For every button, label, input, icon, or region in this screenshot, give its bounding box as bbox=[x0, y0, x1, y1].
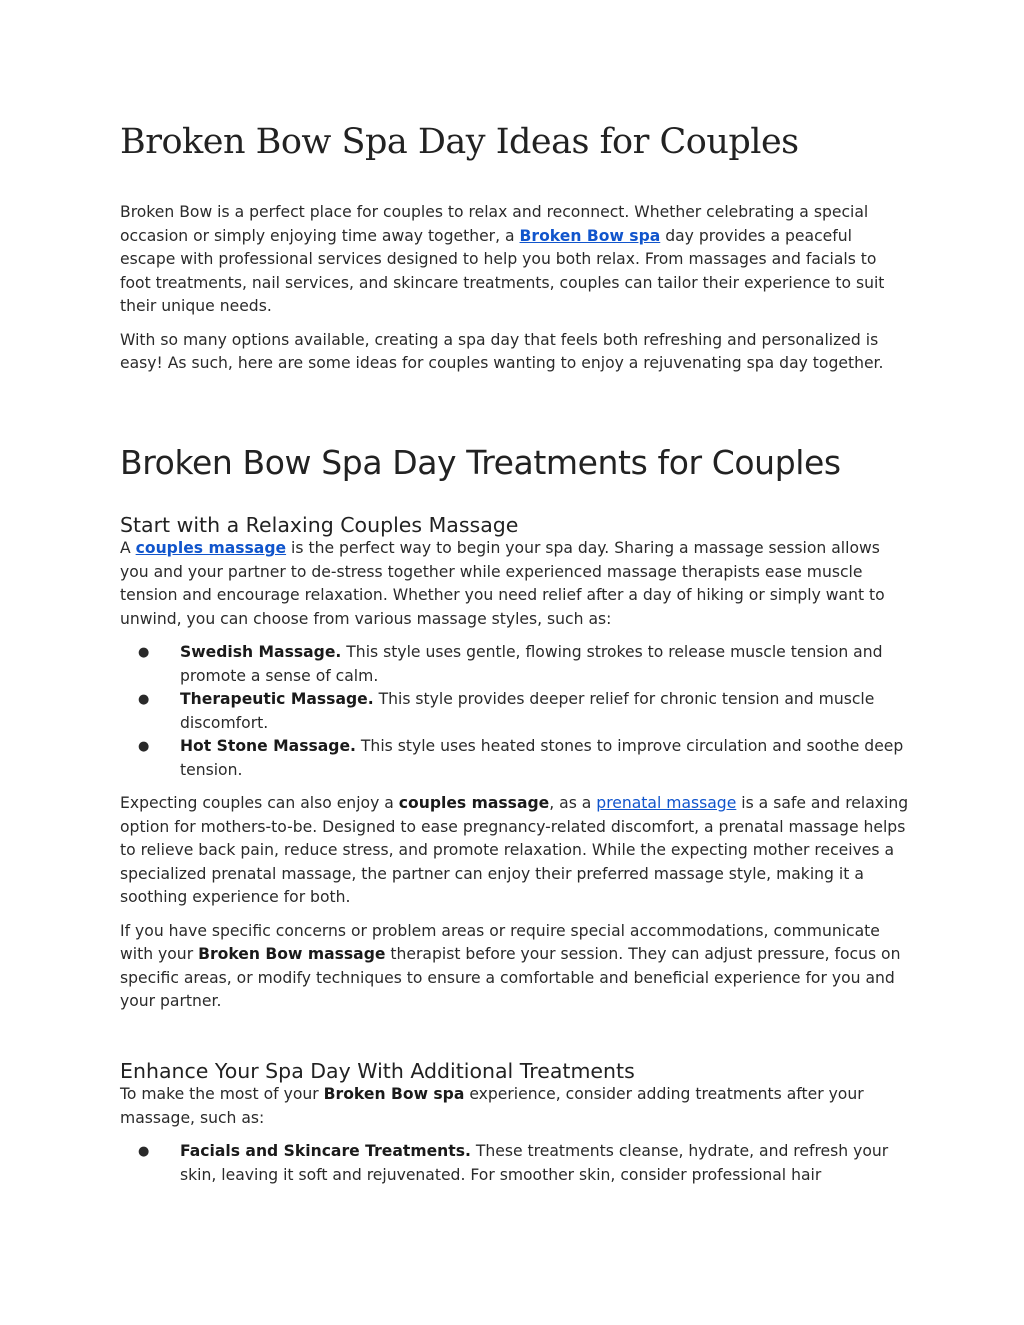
page-title: Broken Bow Spa Day Ideas for Couples bbox=[120, 122, 799, 162]
text-before-bold: Expecting couples can also enjoy a bbox=[120, 794, 399, 812]
subsection-couples-massage bbox=[120, 513, 910, 1014]
text-after-bold: experience, consider adding treatments after your massage, such as: bbox=[120, 1085, 864, 1127]
list-item-text: This style uses heated stones to improve circulation and soothe deep tension. bbox=[180, 737, 904, 779]
intro-paragraph-2: With so many options available, creating a spa day that feels both refreshing and personalized is easy! As such, here are some ideas for couples wanting to enjoy a rejuvenating spa day together. bbox=[120, 330, 884, 372]
concerns-paragraph bbox=[120, 920, 910, 1014]
text-before-bold: If you have specific concerns or problem areas or require special accommodations, communicate with your bbox=[120, 921, 880, 963]
list-item bbox=[120, 1140, 910, 1187]
bullet-icon: ● bbox=[138, 739, 150, 754]
text-after-bold: therapist before your session. They can adjust pressure, focus on specific areas, or modify techniques to ensure a comfortable and beneficial experience for you and your partner. bbox=[120, 945, 901, 1010]
additional-treatments-list bbox=[120, 1140, 910, 1187]
text-after-link: is the perfect way to begin your spa day. Sharing a massage session allows you and your partner to de-stress together while experienced massage therapists ease muscle tension and encourage relaxation. Whether you need relief after a day of hiking or simply want to unwind, you can choose from various massage styles, such as: bbox=[120, 539, 885, 628]
bullet-icon: ● bbox=[138, 692, 150, 707]
bold-couples-massage: couples massage bbox=[398, 794, 550, 812]
list-item-title: Hot Stone Massage. bbox=[180, 737, 356, 755]
prenatal-massage-link[interactable]: prenatal massage bbox=[596, 794, 737, 812]
list-item-text: This style uses gentle, flowing strokes to release muscle tension and promote a sense of calm. bbox=[180, 643, 883, 685]
list-item bbox=[120, 735, 910, 782]
intro-section bbox=[120, 201, 910, 376]
couples-massage-link[interactable]: couples massage bbox=[135, 539, 287, 557]
text-before-bold: To make the most of your bbox=[120, 1085, 324, 1103]
additional-treatments-paragraph bbox=[120, 1083, 910, 1130]
text-after-link: is a safe and relaxing option for mothers-to-be. Designed to ease pregnancy-related discomfort, a prenatal massage helps to relieve back pain, reduce stress, and promote relaxation. While the expecting mother receives a specialized prenatal massage, the partner can enjoy their preferred massage style, making it a soothing experience for both. bbox=[120, 794, 909, 906]
intro-text-after: day provides a peaceful escape with professional services designed to help you both relax. From massages and facials to foot treatments, nail services, and skincare treatments, couples can tailor their experience to suit their unique needs. bbox=[120, 226, 885, 315]
intro-paragraph-1 bbox=[120, 201, 910, 319]
list-item-title: Facials and Skincare Treatments. bbox=[180, 1142, 471, 1160]
prenatal-paragraph bbox=[120, 792, 910, 910]
bullet-icon: ● bbox=[138, 645, 150, 660]
intro-text-before: Broken Bow is a perfect place for couples to relax and reconnect. Whether celebrating a special occasion or simply enjoying time away together, a bbox=[120, 203, 869, 245]
text-before-link: A bbox=[120, 539, 136, 557]
broken-bow-spa-link[interactable]: Broken Bow spa bbox=[519, 226, 661, 245]
list-item-title: Swedish Massage. bbox=[180, 643, 342, 661]
subsection-heading: Start with a Relaxing Couples Massage bbox=[120, 513, 519, 537]
list-item bbox=[120, 688, 910, 735]
couples-massage-paragraph bbox=[120, 537, 910, 631]
subsection-heading: Enhance Your Spa Day With Additional Treatments bbox=[120, 1059, 635, 1083]
bold-broken-bow-massage: Broken Bow massage bbox=[198, 945, 386, 963]
list-item-text: These treatments cleanse, hydrate, and refresh your skin, leaving it soft and rejuvenated. For smoother skin, consider professional hair bbox=[180, 1142, 889, 1184]
section-treatments bbox=[120, 443, 910, 482]
bullet-icon: ● bbox=[138, 1144, 150, 1159]
massage-styles-list bbox=[120, 641, 910, 782]
list-item-title: Therapeutic Massage. bbox=[180, 690, 374, 708]
list-item-text: This style provides deeper relief for chronic tension and muscle discomfort. bbox=[180, 690, 875, 732]
text-mid: , as a bbox=[549, 794, 597, 812]
bold-broken-bow-spa: Broken Bow spa bbox=[323, 1085, 465, 1103]
list-item bbox=[120, 641, 910, 688]
section-heading: Broken Bow Spa Day Treatments for Couples bbox=[120, 443, 841, 482]
subsection-additional-treatments bbox=[120, 1059, 910, 1187]
